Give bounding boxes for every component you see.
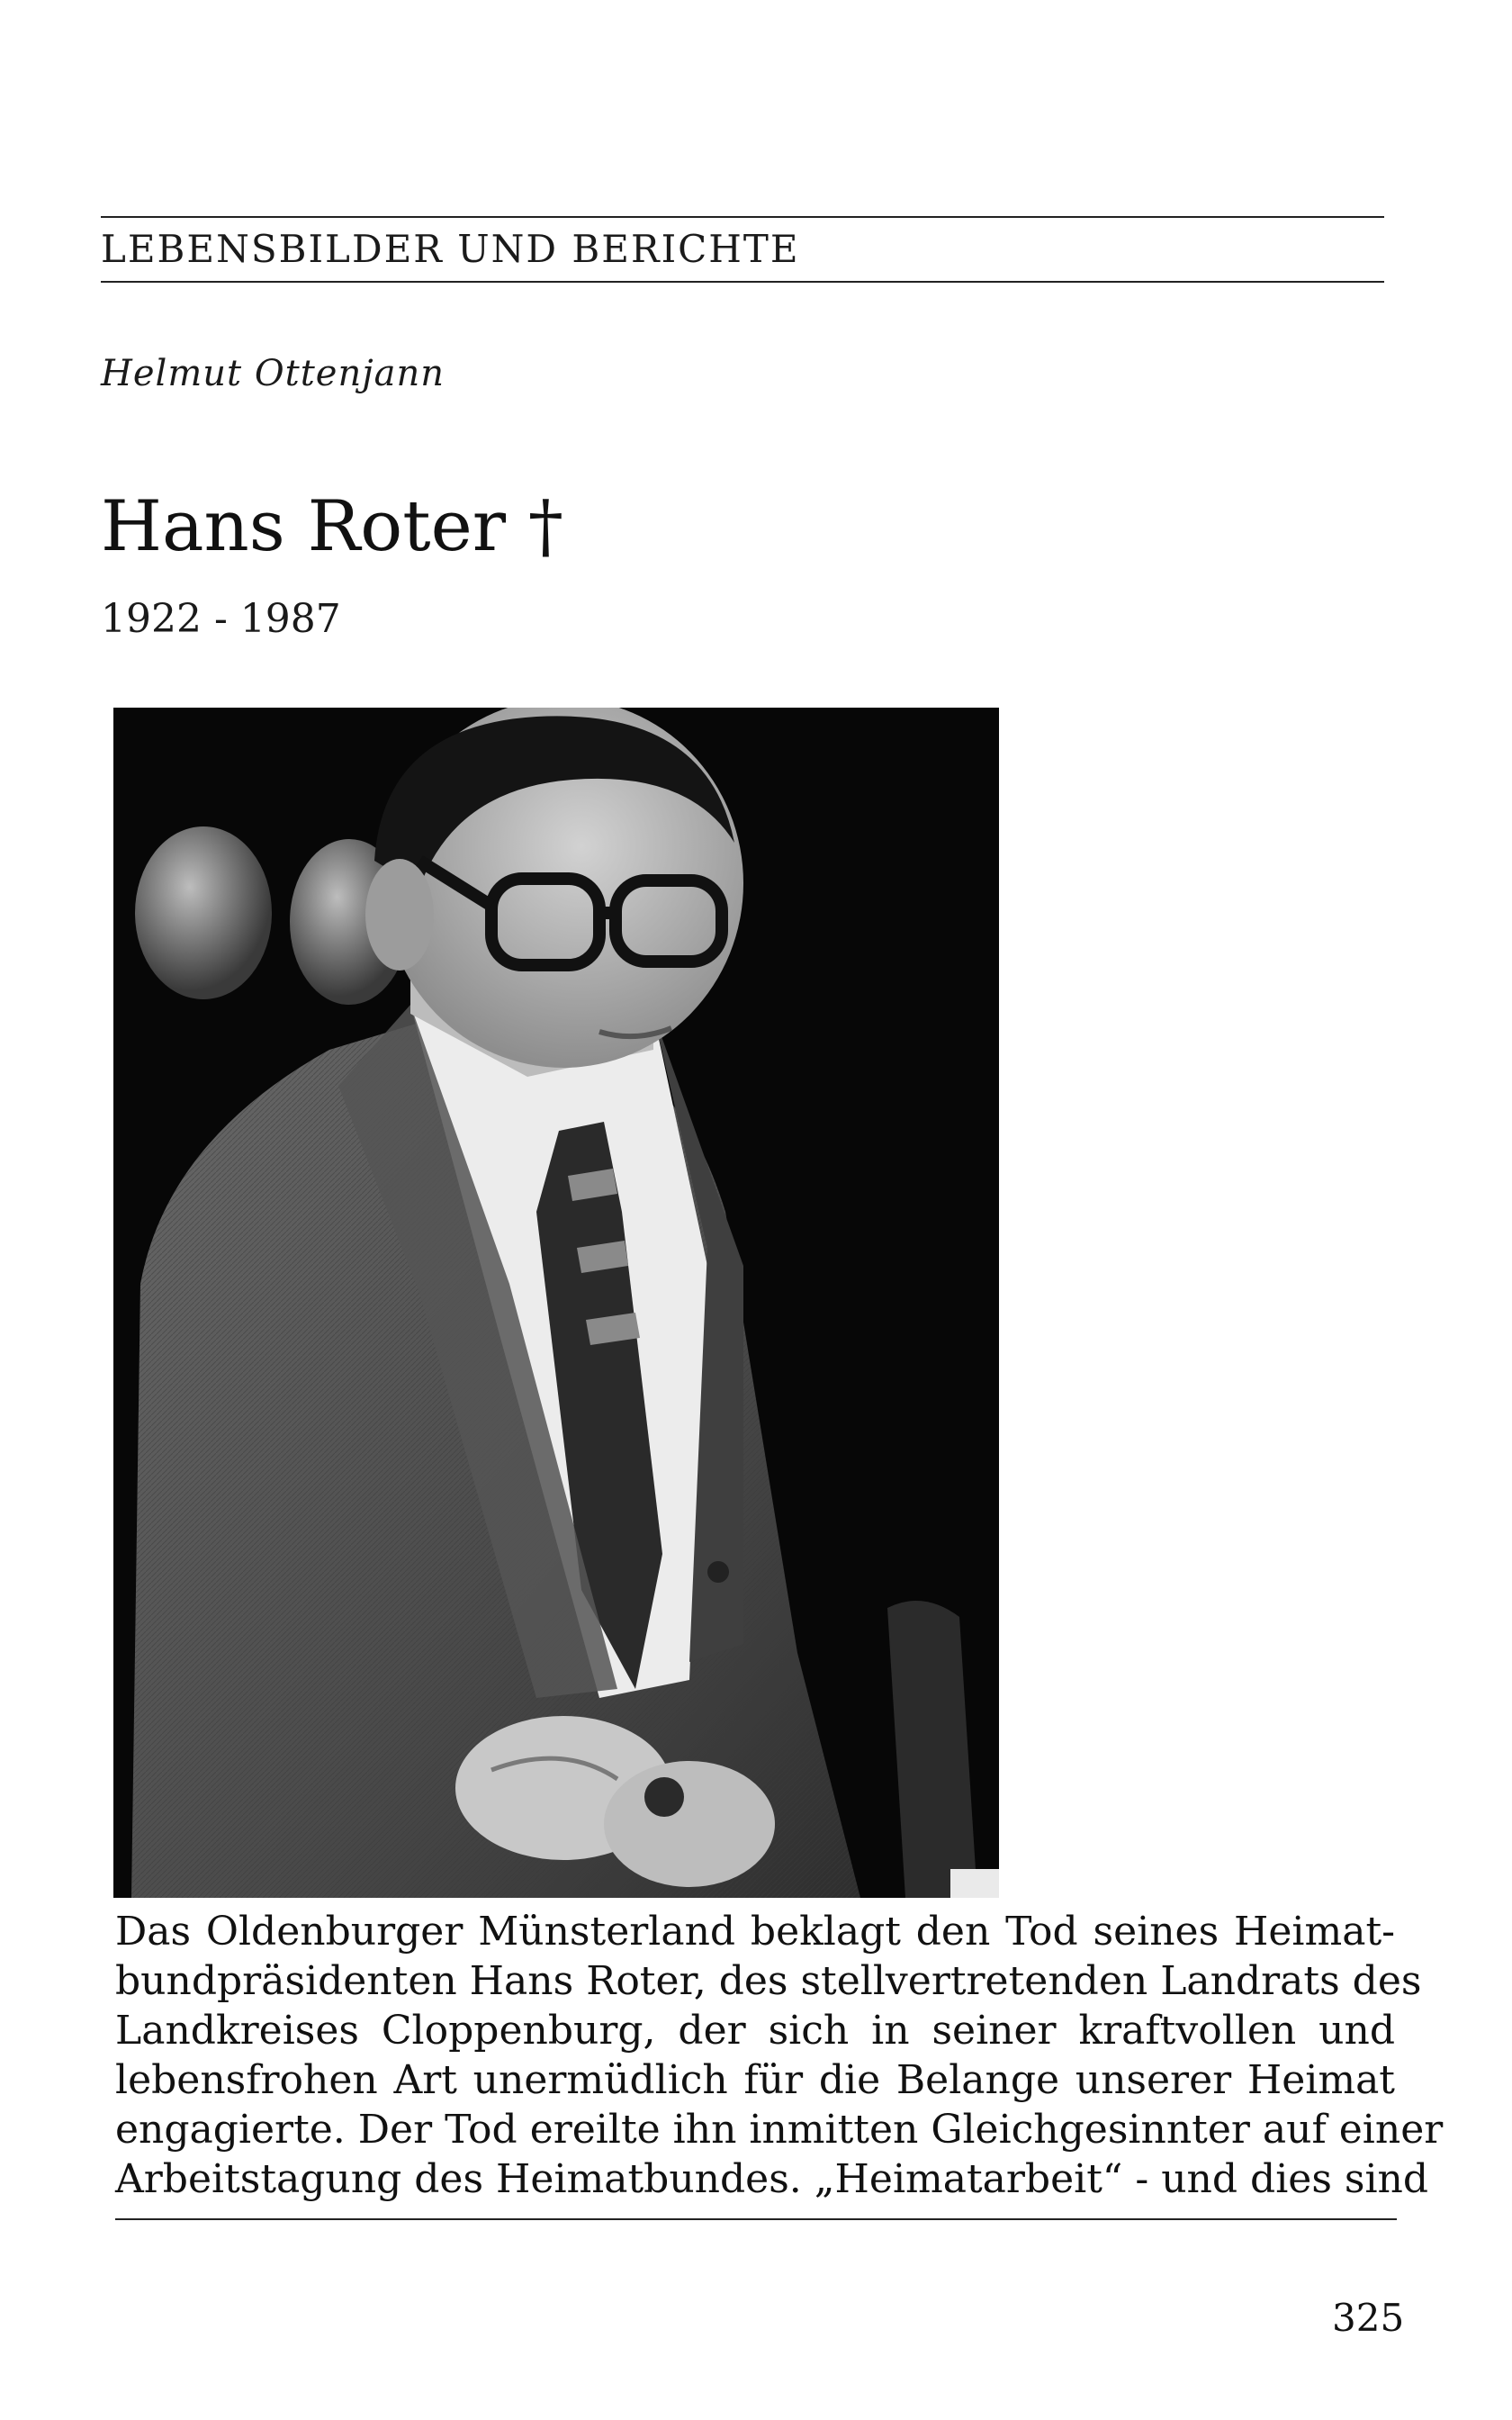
- portrait-photo: [113, 708, 999, 1898]
- body-line: Das Oldenburger Münsterland beklagt den Tod seines Heimat-: [115, 1909, 1395, 1955]
- article-body: [115, 1907, 1444, 2204]
- portrait-illustration: [113, 708, 999, 1898]
- body-line: Arbeitstagung des Heimatbundes. „Heimatarbeit“ - und dies sind: [115, 2156, 1429, 2202]
- body-line: Landkreises Cloppenburg, der sich in seiner kraftvollen und: [115, 2008, 1395, 2054]
- body-line: lebensfrohen Art unermüdlich für die Belange unserer Heimat: [115, 2057, 1395, 2103]
- body-line: engagierte. Der Tod ereilte ihn inmitten Gleichgesinnter auf einer: [115, 2107, 1444, 2153]
- section-header: LEBENSBILDER UND BERICHTE: [101, 227, 800, 271]
- footer-rule: [115, 2218, 1397, 2220]
- body-line: bundpräsidenten Hans Roter, des stellvertretenden Landrats des: [115, 1958, 1422, 2004]
- balloon-left: [135, 826, 272, 999]
- life-dates: 1922 - 1987: [101, 596, 341, 642]
- article-title: Hans Roter †: [101, 486, 563, 567]
- page-number: 325: [1332, 2296, 1405, 2340]
- author-name: Helmut Ottenjann: [101, 353, 445, 394]
- header-top-rule: [101, 216, 1384, 218]
- header-bottom-rule: [101, 281, 1384, 283]
